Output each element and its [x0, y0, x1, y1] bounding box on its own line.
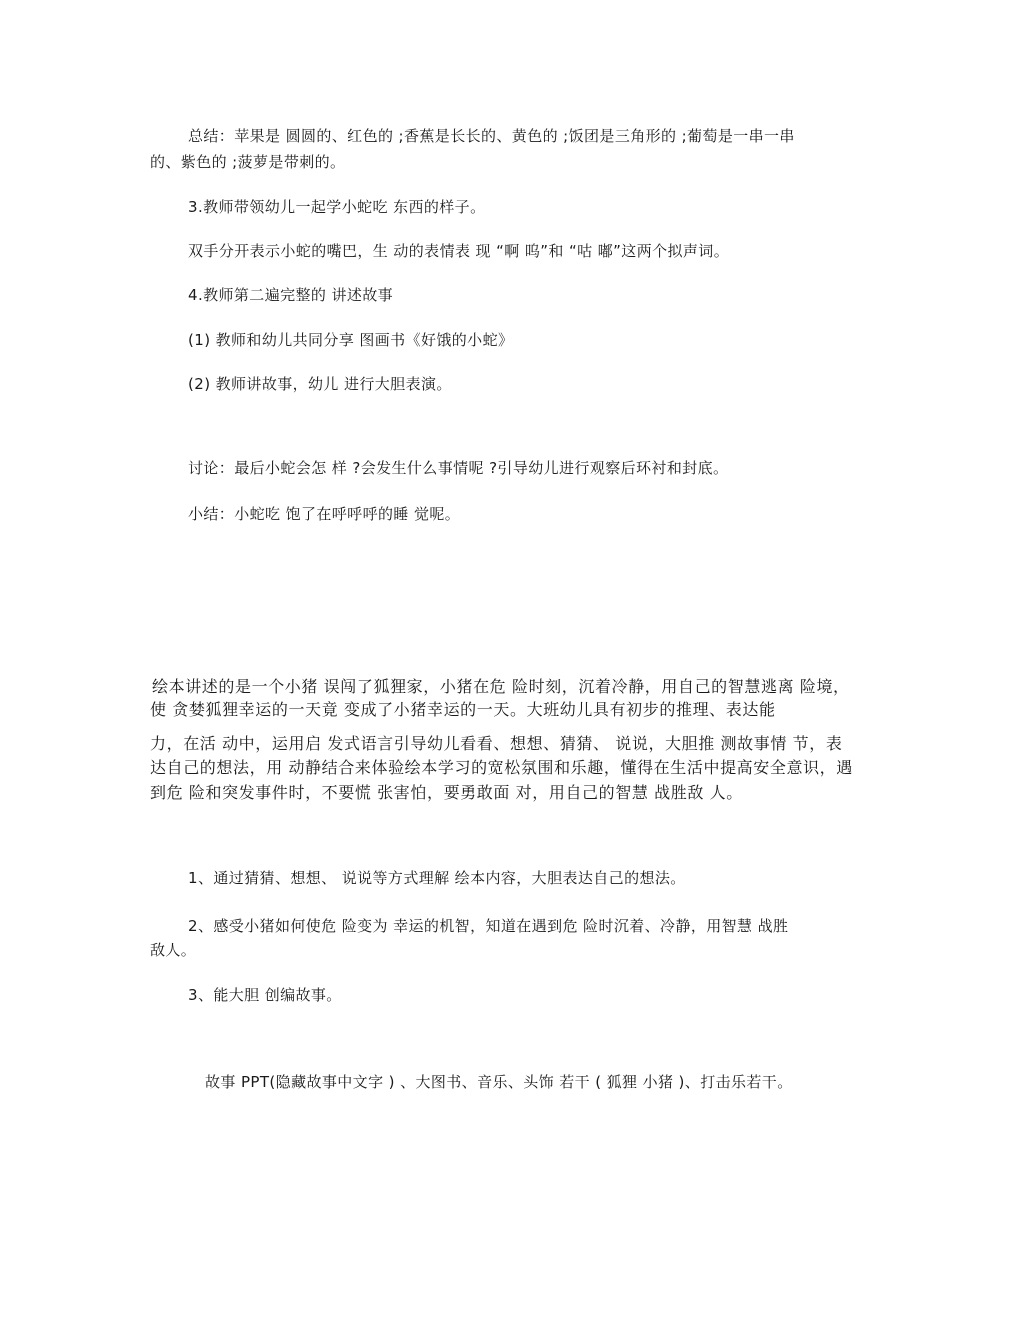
goal-3: 3、能大胆 创编故事。: [188, 986, 342, 1004]
discussion: 讨论：最后小蛇会怎 样 ?会发生什么事情呢 ?引导幼儿进行观察后环衬和封底。: [188, 459, 729, 477]
intro-line-2: 使 贪婪狐狸幸运的一天竟 变成了小猪幸运的一天。大班幼儿具有初步的推理、表达能: [150, 700, 776, 719]
goal-1: 1、通过猜猜、想想、 说说等方式理解 绘本内容，大胆表达自己的想法。: [188, 869, 686, 887]
materials: 故事 PPT(隐藏故事中文字 ) 、大图书、音乐、头饰 若干 ( 狐狸 小猪 )、打击乐若干。: [205, 1073, 793, 1091]
step-4-1: (1) 教师和幼儿共同分享 图画书《好饿的小蛇》: [188, 331, 514, 349]
goal-2-line-2: 敌人。: [150, 941, 197, 959]
summary-line-1: 总结：苹果是 圆圆的、红色的 ;香蕉是长长的、黄色的 ;饭团是三角形的 ;葡萄是一串一串: [188, 127, 795, 145]
step-3: 3.教师带领幼儿一起学小蛇吃 东西的样子。: [188, 198, 486, 216]
goal-2-line-1: 2、感受小猪如何使危 险变为 幸运的机智，知道在遇到危 险时沉着、冷静，用智慧 战胜: [188, 917, 789, 935]
intro-line-5: 到危 险和突发事件时，不要慌 张害怕，要勇敢面 对，用自己的智慧 战胜敌 人。: [150, 783, 743, 802]
step-4-2: (2) 教师讲故事，幼儿 进行大胆表演。: [188, 375, 452, 393]
step-4: 4.教师第二遍完整的 讲述故事: [188, 286, 394, 304]
summary-line-2: 的、紫色的 ;菠萝是带刺的。: [150, 153, 346, 171]
intro-line-3: 力，在活 动中，运用启 发式语言引导幼儿看看、想想、猜猜、 说说，大胆推 测故事情 节，表: [150, 734, 843, 753]
step-3-detail: 双手分开表示小蛇的嘴巴，生 动的表情表 现 “啊 呜”和 “咕 嘟”这两个拟声词。: [188, 242, 730, 260]
intro-line-1: 绘本讲述的是一个小猪 误闯了狐狸家，小猪在危 险时刻，沉着冷静，用自己的智慧逃离 险境，: [152, 677, 850, 696]
conclusion: 小结：小蛇吃 饱了在呼呼呼的睡 觉呢。: [188, 505, 461, 523]
intro-line-4: 达自己的想法，用 动静结合来体验绘本学习的宽松氛围和乐趣，懂得在生活中提高安全意识，遇: [150, 758, 853, 777]
